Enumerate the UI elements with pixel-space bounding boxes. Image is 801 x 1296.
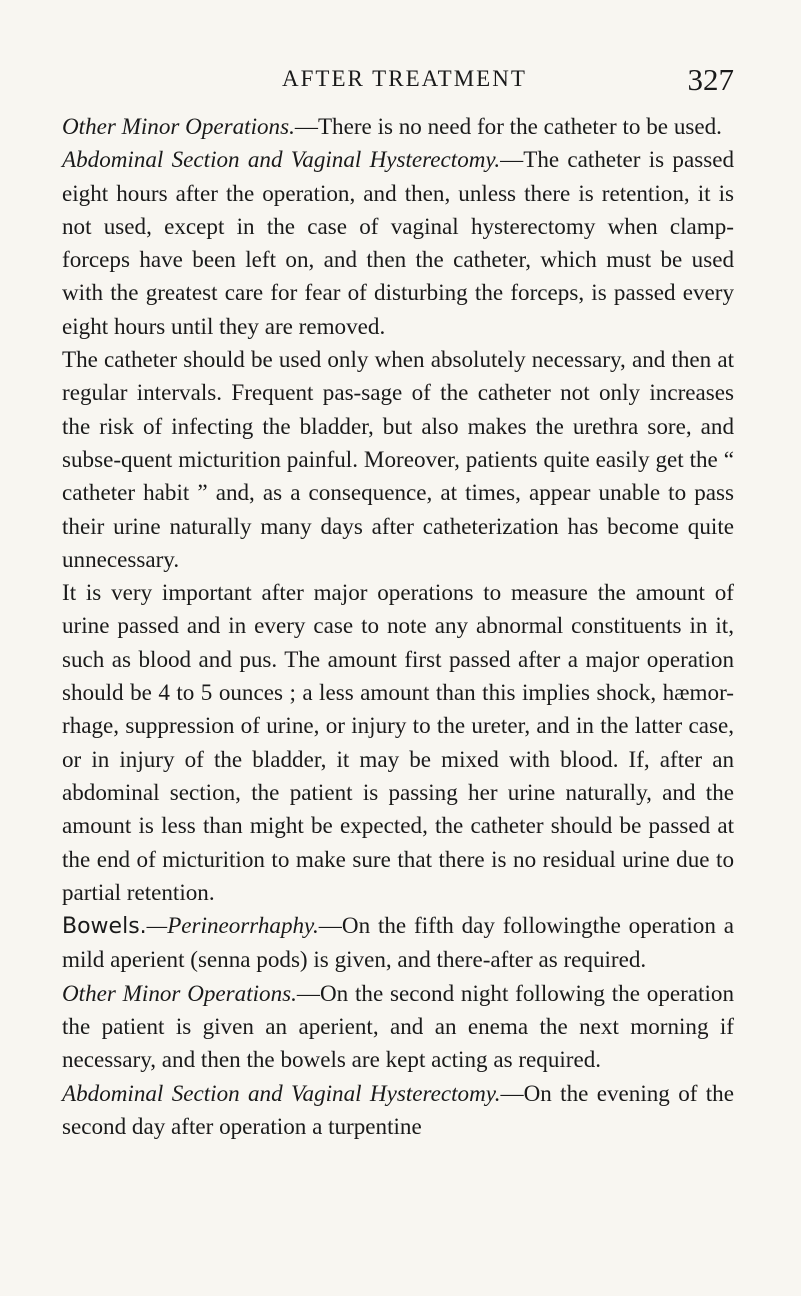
paragraph-text: —The catheter is passed eight hours after the operation, and then, unless there is retention, it is not used, except in the case of vaginal hysterectomy when clamp-forceps have been left on, and then the catheter, which must be used with the greatest care for fear of disturbing the forceps, is passed every eight hours until they are removed. [62,146,734,339]
paragraph-bowels [62,909,734,977]
paragraph-text: The catheter should be used only when absolutely necessary, and then at regular intervals. Frequent pas-sage of the catheter not only increases the risk of infecting the bladder, but also makes the urethra sore, and subse-quent micturition painful. Moreover, patients quite easily get the “ catheter habit ” and, as a consequence, at times, appear unable to pass their urine naturally many days after catheterization has become quite unnecessary. [62,346,734,572]
paragraph-catheter-usage [62,343,734,576]
section-heading: Bowels. [62,914,147,940]
paragraph-text: —On the second night following the operation the patient is given an aperient, and an enema the next morning if necessary, and then the bowels are kept acting as required. [62,979,734,1073]
page-header [62,62,734,102]
paragraph-text: —There is no need for the catheter to be used. [294,113,722,139]
paragraph-lead: Other Minor Operations. [62,113,295,139]
paragraph-abdominal-section [62,143,734,343]
paragraph-bowels-abdominal-section [62,1077,734,1144]
paragraph-lead: —Perineorrhaphy. [146,912,319,939]
paragraph-lead: Other Minor Operations. [62,979,297,1006]
paragraph-text: It is very important after major operations to measure the amount of urine passed and in every case to note any abnormal constituents in it, such as blood and pus. The amount first passed after a major operation should be 4 to 5 ounces ; a less amount than this implies shock, hæmor-rhage, suppression of urine, or injury to the ureter, and in the latter case, or in injury of the bladder, it may be mixed with blood. If, after an abdominal section, the patient is passing her urine naturally, and the amount is less than might be expected, the catheter should be passed at the end of micturition to make sure that there is no residual urine due to partial retention. [62,579,734,905]
page-body [62,110,734,1143]
paragraph-urine-measurement [62,576,734,909]
running-head: AFTER TREATMENT [282,66,527,91]
paragraph-bowels-minor-operations [62,977,734,1077]
paragraph-text: —On the evening of the second day after operation a turpentine [62,1079,734,1139]
paragraph-lead: Abdominal Section and Vaginal Hysterectomy. [62,146,501,173]
page-number: 327 [687,62,734,97]
paragraph-text: —On the fifth day followingthe operation a mild aperient (senna pods) is given, and there-after as required. [62,912,734,973]
paragraph-lead: Abdominal Section and Vaginal Hysterectomy. [62,1079,501,1106]
paragraph-other-minor-operations [62,110,734,143]
